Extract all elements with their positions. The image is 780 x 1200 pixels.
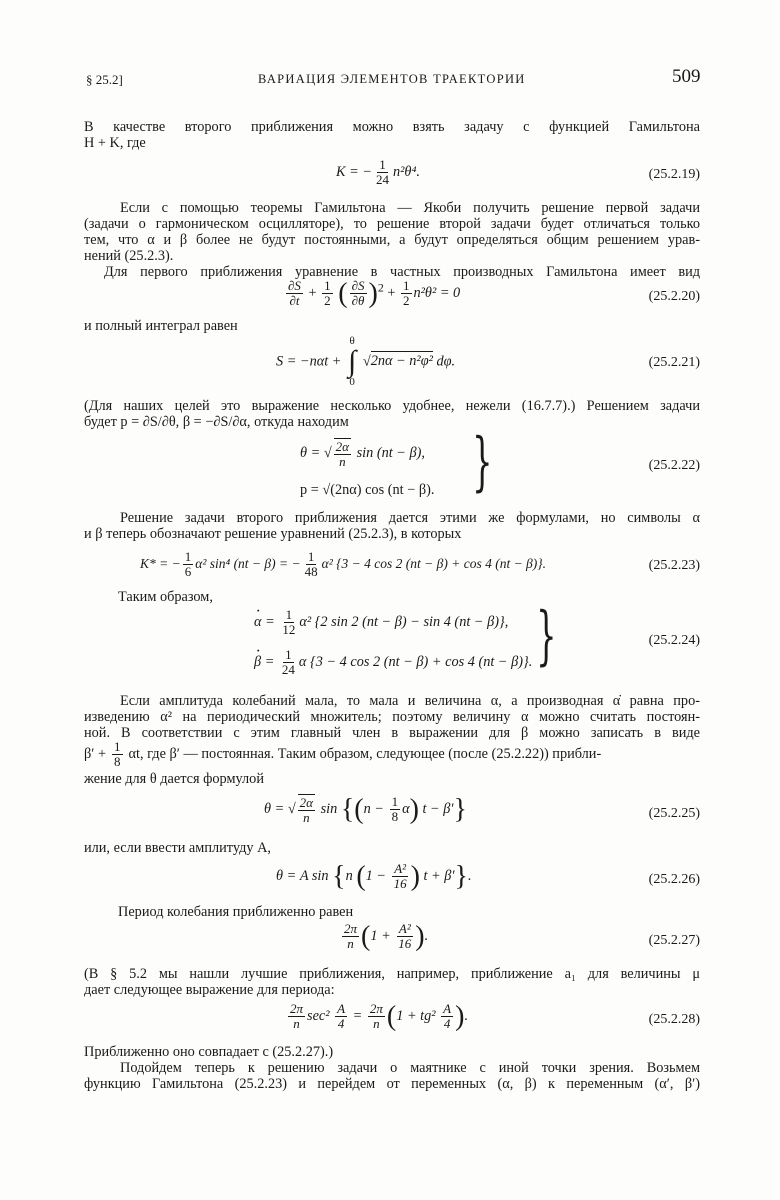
text-line: тем, что α и β более не будут постоянными, а будут определяться общим решением урав-: [84, 232, 700, 248]
text-line: Если амплитуда колебаний мала, то мала и величина α, а производная α̇ равна про-: [120, 693, 700, 709]
equation-25-2-22a: θ = √ $\frac{2\alpha}{n}$ sin (nt − β),: [300, 439, 425, 470]
right-brace: }: [472, 425, 493, 499]
text-line: Для первого приближения уравнение в частных производных Гамильтона имеет вид: [104, 264, 700, 280]
text-line: H + K, где: [84, 135, 146, 151]
text-line: будет p = ∂S/∂θ, β = −∂S/∂α, откуда находим: [84, 414, 349, 430]
text-line: Таким образом,: [118, 589, 213, 605]
section-ref: § 25.2]: [86, 72, 123, 87]
equation-25-2-22b: p = √(2nα) cos (nt − β).: [300, 482, 435, 498]
text-line: β′ + $\frac{1}{8}$ αt, где β′ — постоянная. Таким образом, следующее (после (25.2.22)) прибли-: [84, 739, 602, 770]
equation-number: (25.2.25): [648, 806, 700, 821]
text-line: и полный интеграл равен: [84, 318, 238, 334]
text-line: ной. В соответствии с этим главный член в выражении для β можно записать в виде: [84, 725, 700, 741]
text-line: (Для наших целей это выражение несколько удобнее, нежели (16.7.7).) Решением задачи: [84, 398, 700, 414]
equation-25-2-21: S = −nαt + θ ∫ 0 √2nα − n²φ² dφ.: [276, 335, 456, 388]
text-line: (В § 5.2 мы нашли лучшие приближения, например, приближение a₁ для величины μ: [84, 966, 700, 982]
text-line: В качестве второго приближения можно взять задачу с функцией Гамильтона: [84, 119, 700, 135]
text-line: или, если ввести амплитуду A,: [84, 840, 271, 856]
text-line: Решение задачи второго приближения дается этими же формулами, но символы α: [120, 510, 700, 526]
text-line: Если с помощью теоремы Гамильтона — Якоби получить решение первой задачи: [120, 200, 700, 216]
equation-number: (25.2.24): [648, 633, 700, 648]
right-brace: }: [536, 599, 557, 673]
text-line: нений (25.2.3).: [84, 248, 174, 264]
text-line: и β теперь обозначают решение уравнений (25.2.3), в которых: [84, 526, 462, 542]
text-line: функцию Гамильтона (25.2.23) и перейдем от переменных (α, β) к переменным (α′, β′): [84, 1076, 700, 1092]
equation-25-2-27: $\frac{2\pi}{n}$ (1 + $\frac{\text{A²}}{16}$ ).: [344, 920, 429, 952]
equation-number: (25.2.20): [648, 289, 700, 304]
equation-25-2-24b: · β = $\frac{1}{24}$ α {3 − 4 cos 2 (nt − β) + cos 4 (nt − β)}.: [254, 648, 532, 678]
equation-number: (25.2.28): [648, 1012, 700, 1027]
equation-number: (25.2.19): [648, 167, 700, 182]
text-line: жение для θ дается формулой: [84, 771, 264, 787]
text-line: Подойдем теперь к решению задачи о маятнике с иной точки зрения. Возьмем: [120, 1060, 700, 1076]
running-title: ВАРИАЦИЯ ЭЛЕМЕНТОВ ТРАЕКТОРИИ: [258, 72, 526, 86]
equation-25-2-23: K* = − $\frac{1}{6}$ α² sin⁴ (nt − β) = − $\frac{1}{48}$ α² {3 − 4 cos 2 (nt − β) + cos 4 (nt − β)}.: [140, 549, 547, 580]
equation-25-2-25: θ = √ $\frac{2\alpha}{n}$ sin {(n − $\frac{1}{8}$ α) t − β′}: [264, 793, 467, 826]
equation-number: (25.2.27): [648, 933, 700, 948]
text-line: (задачи о гармоническом осцилляторе), то решение второй задачи будет отличаться только: [84, 216, 700, 232]
text-line: Приближенно оно совпадает с (25.2.27).): [84, 1044, 334, 1060]
equation-25-2-19: K = − $\frac{1}{24}$ n²θ⁴.: [336, 157, 420, 188]
equation-number: (25.2.21): [648, 355, 700, 370]
page-number: 509: [672, 66, 701, 87]
equation-25-2-24a: · α = $\frac{1}{12}$ α² {2 sin 2 (nt − β) − sin 4 (nt − β)},: [254, 608, 508, 638]
equation-25-2-20: $\frac{\partial S}{\partial t}$ + $\frac{1}{2}$ ( $\frac{\partial S}{\partial\theta}$ )$^2$ + $\frac{1}{2}$ n²θ² = 0: [288, 277, 461, 309]
equation-25-2-26: θ = A sin {n (1 − $\frac{\text{A²}}{16}$ ) t + β′}.: [276, 860, 472, 892]
text-line: дает следующее выражение для периода:: [84, 982, 335, 998]
equation-number: (25.2.26): [648, 872, 700, 887]
text-line: изведению α² на периодический множитель; поэтому величину α можно считать постоян-: [84, 709, 700, 725]
text-line: Период колебания приближенно равен: [118, 904, 354, 920]
equation-25-2-28: $\frac{2\pi}{n}$ sec² $\frac{A}{4}$ = $\frac{2\pi}{n}$ (1 + tg² $\frac{A}{4}$ ).: [290, 1000, 469, 1032]
equation-number: (25.2.22): [648, 458, 700, 473]
equation-number: (25.2.23): [648, 558, 700, 573]
